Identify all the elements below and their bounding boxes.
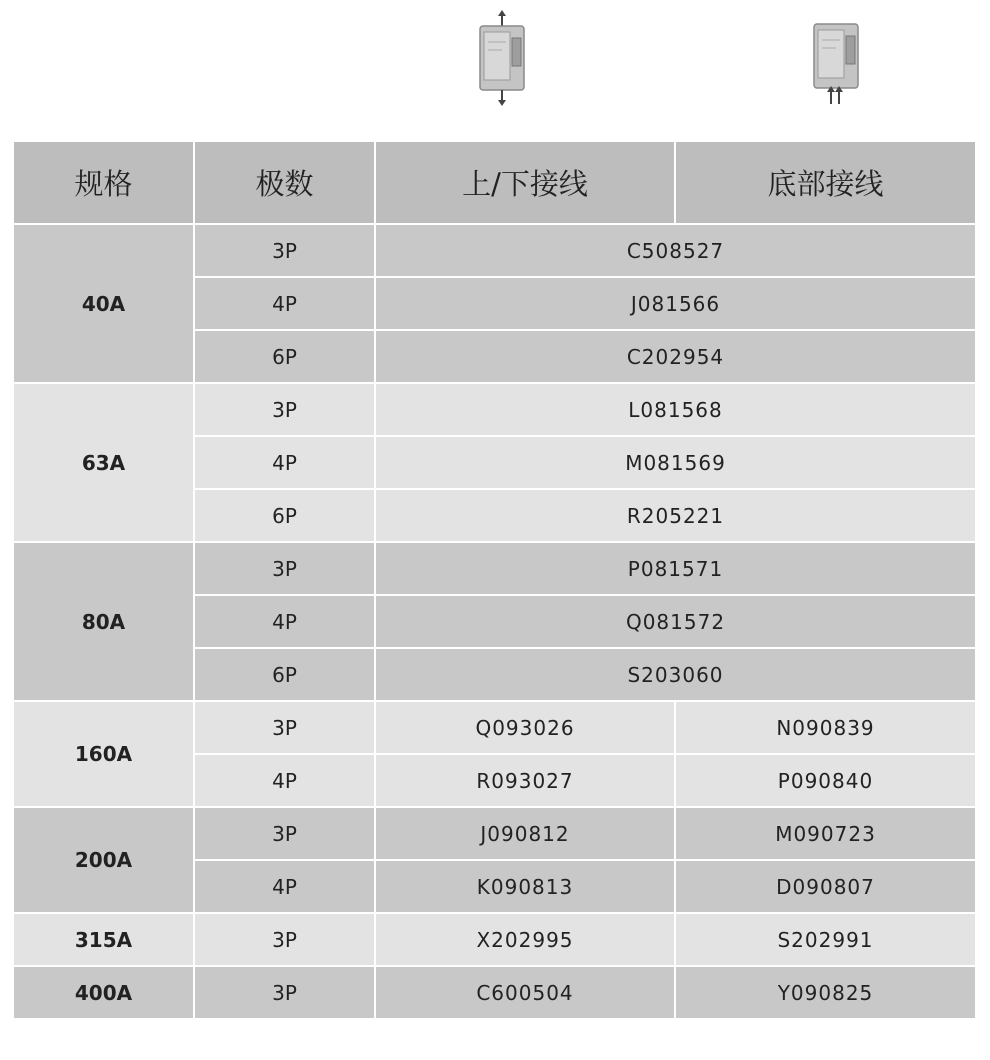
table-row	[13, 913, 976, 966]
poles-cell: 4P	[194, 754, 375, 807]
header-bottom: 底部接线	[675, 141, 976, 224]
header-spec: 规格	[13, 141, 194, 224]
top-bottom-code-cell: J090812	[375, 807, 675, 860]
poles-cell: 4P	[194, 277, 375, 330]
bottom-code-cell: P090840	[675, 754, 976, 807]
header-poles: 极数	[194, 141, 375, 224]
spec-cell: 315A	[13, 913, 194, 966]
top-bottom-code-cell: R205221	[375, 489, 976, 542]
poles-cell: 4P	[194, 860, 375, 913]
top-bottom-code-cell: C508527	[375, 224, 976, 277]
table-row	[13, 383, 976, 436]
poles-cell: 3P	[194, 913, 375, 966]
spec-cell: 40A	[13, 224, 194, 383]
bottom-code-cell: N090839	[675, 701, 976, 754]
top-bottom-code-cell: R093027	[375, 754, 675, 807]
header-row	[13, 141, 976, 224]
spec-cell: 200A	[13, 807, 194, 913]
poles-cell: 6P	[194, 330, 375, 383]
top-bottom-code-cell: Q093026	[375, 701, 675, 754]
table-row	[13, 807, 976, 860]
bottom-code-cell: Y090825	[675, 966, 976, 1019]
poles-cell: 3P	[194, 701, 375, 754]
spec-cell: 160A	[13, 701, 194, 807]
poles-cell: 3P	[194, 383, 375, 436]
spec-cell: 400A	[13, 966, 194, 1019]
top-bottom-code-cell: Q081572	[375, 595, 976, 648]
poles-cell: 3P	[194, 224, 375, 277]
table-row	[13, 701, 976, 754]
bottom-code-cell: M090723	[675, 807, 976, 860]
poles-cell: 6P	[194, 648, 375, 701]
top-bottom-code-cell: X202995	[375, 913, 675, 966]
spec-cell: 80A	[13, 542, 194, 701]
spec-table	[12, 140, 977, 1020]
table-row	[13, 542, 976, 595]
top-bottom-code-cell: K090813	[375, 860, 675, 913]
top-bottom-code-cell: C600504	[375, 966, 675, 1019]
poles-cell: 3P	[194, 542, 375, 595]
table-row	[13, 224, 976, 277]
bottom-code-cell: S202991	[675, 913, 976, 966]
spec-cell: 63A	[13, 383, 194, 542]
switch-top-bottom-wiring-icon	[472, 10, 532, 108]
poles-cell: 4P	[194, 436, 375, 489]
top-bottom-code-cell: C202954	[375, 330, 976, 383]
header-top-bottom: 上/下接线	[375, 141, 675, 224]
top-bottom-code-cell: L081568	[375, 383, 976, 436]
switch-bottom-wiring-icon	[806, 10, 866, 108]
table-row	[13, 966, 976, 1019]
top-bottom-code-cell: S203060	[375, 648, 976, 701]
top-bottom-code-cell: P081571	[375, 542, 976, 595]
poles-cell: 3P	[194, 807, 375, 860]
bottom-code-cell: D090807	[675, 860, 976, 913]
top-bottom-code-cell: J081566	[375, 277, 976, 330]
poles-cell: 6P	[194, 489, 375, 542]
poles-cell: 3P	[194, 966, 375, 1019]
poles-cell: 4P	[194, 595, 375, 648]
top-bottom-code-cell: M081569	[375, 436, 976, 489]
